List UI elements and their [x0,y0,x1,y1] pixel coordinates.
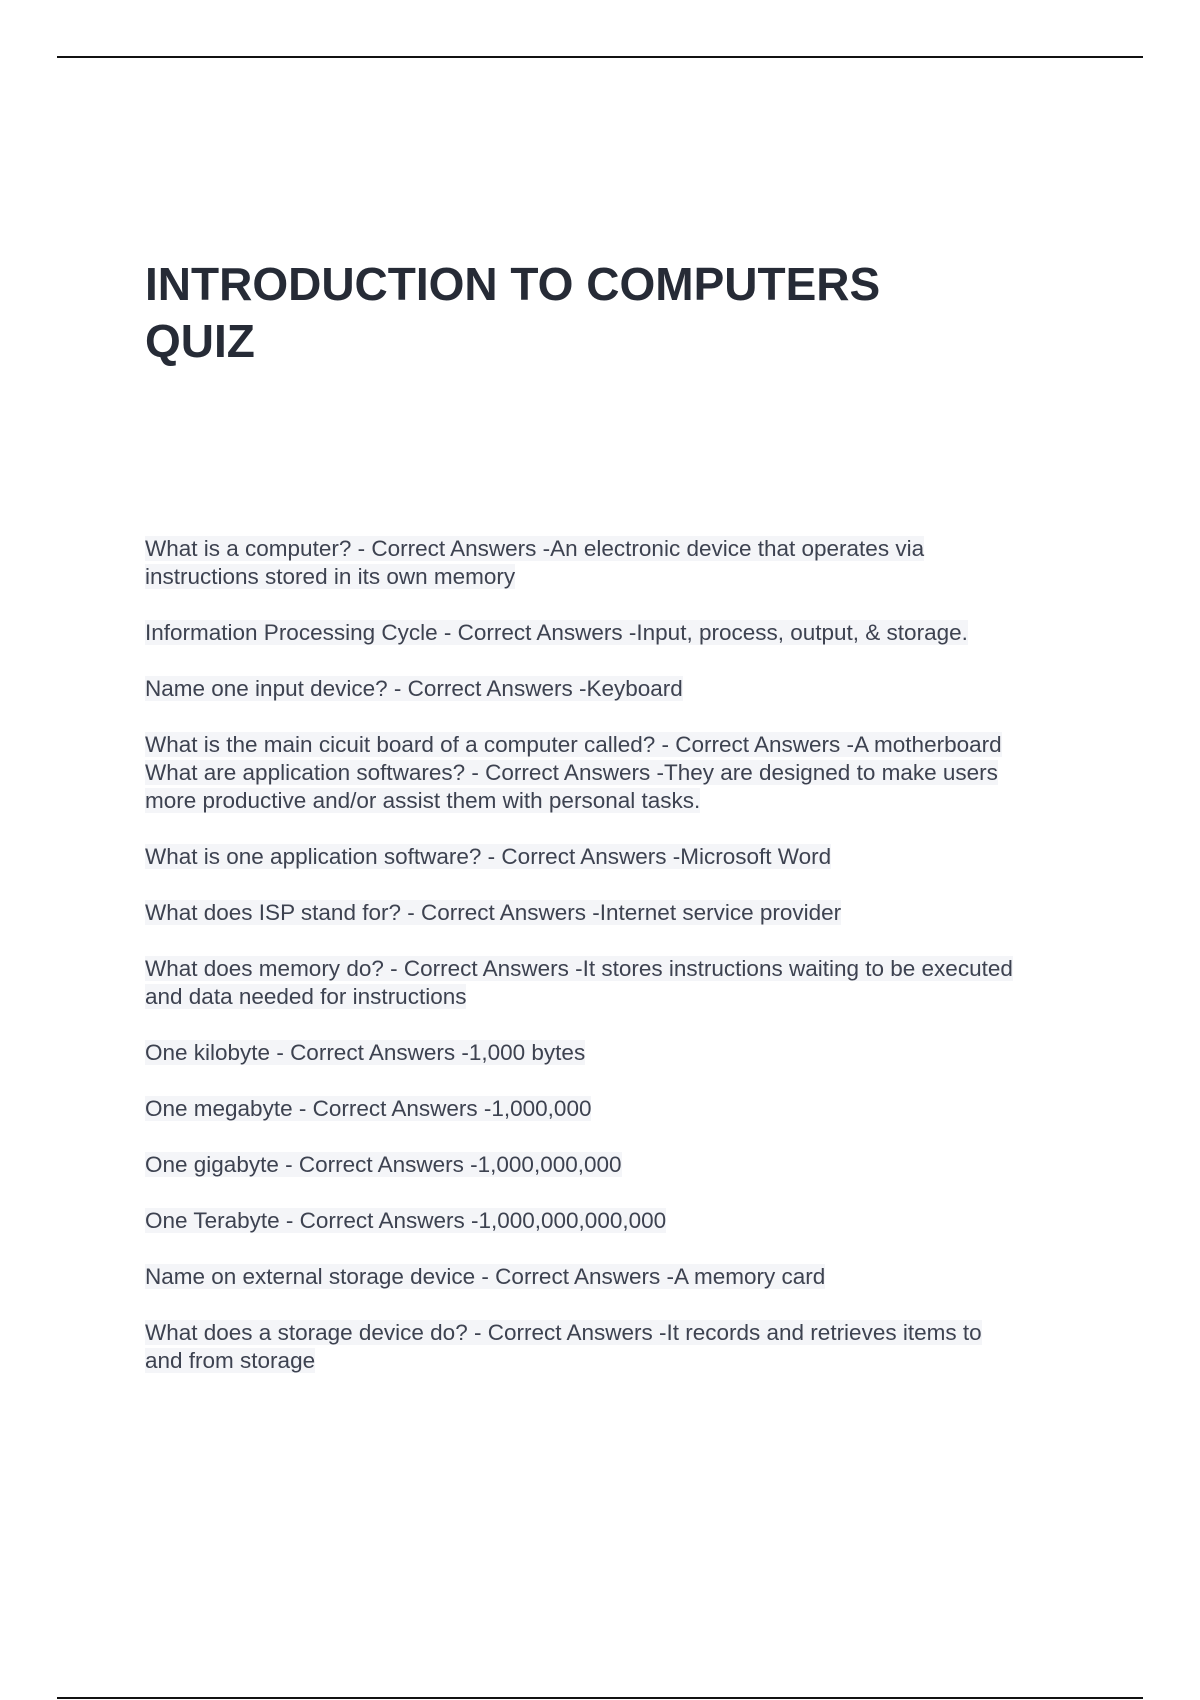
bottom-rule [57,1697,1143,1699]
qa-item [145,1319,1095,1375]
qa-item [145,1207,1095,1235]
qa-list [145,535,1095,1375]
qa-line: Information Processing Cycle - Correct Answers -Input, process, output, & storage. [145,620,968,645]
qa-line: What are application softwares? - Correct Answers -They are designed to make users [145,760,998,785]
qa-item [145,731,1095,759]
qa-line: What does a storage device do? - Correct Answers -It records and retrieves items to [145,1320,982,1345]
qa-line: What is a computer? - Correct Answers -An electronic device that operates via [145,536,925,561]
qa-item [145,843,1095,871]
qa-line: One Terabyte - Correct Answers -1,000,000,000,000 [145,1208,667,1233]
qa-line: One gigabyte - Correct Answers -1,000,000,000 [145,1152,622,1177]
title-line-1: INTRODUCTION TO COMPUTERS [145,258,881,310]
qa-item [145,1095,1095,1123]
qa-item [145,1263,1095,1291]
qa-line: instructions stored in its own memory [145,564,516,589]
qa-line: What does ISP stand for? - Correct Answers -Internet service provider [145,900,842,925]
qa-line: more productive and/or assist them with personal tasks. [145,788,701,813]
qa-line: One kilobyte - Correct Answers -1,000 bytes [145,1040,586,1065]
qa-item [145,1039,1095,1067]
top-rule [57,56,1143,58]
qa-item [145,619,1095,647]
qa-item [145,955,1095,1011]
qa-line: What is one application software? - Correct Answers -Microsoft Word [145,844,832,869]
qa-item [145,675,1095,703]
title-line-2: QUIZ [145,315,255,367]
qa-line: One megabyte - Correct Answers -1,000,000 [145,1096,592,1121]
qa-line: What is the main cicuit board of a computer called? - Correct Answers -A motherboard [145,732,1002,757]
page-title [145,256,1045,370]
qa-line: Name one input device? - Correct Answers -Keyboard [145,676,683,701]
qa-item [145,535,1095,591]
qa-item [145,899,1095,927]
qa-item [145,759,1095,815]
qa-line: and from storage [145,1348,316,1373]
qa-item [145,1151,1095,1179]
qa-line: Name on external storage device - Correct Answers -A memory card [145,1264,826,1289]
qa-line: What does memory do? - Correct Answers -It stores instructions waiting to be executed [145,956,1013,981]
qa-line: and data needed for instructions [145,984,467,1009]
